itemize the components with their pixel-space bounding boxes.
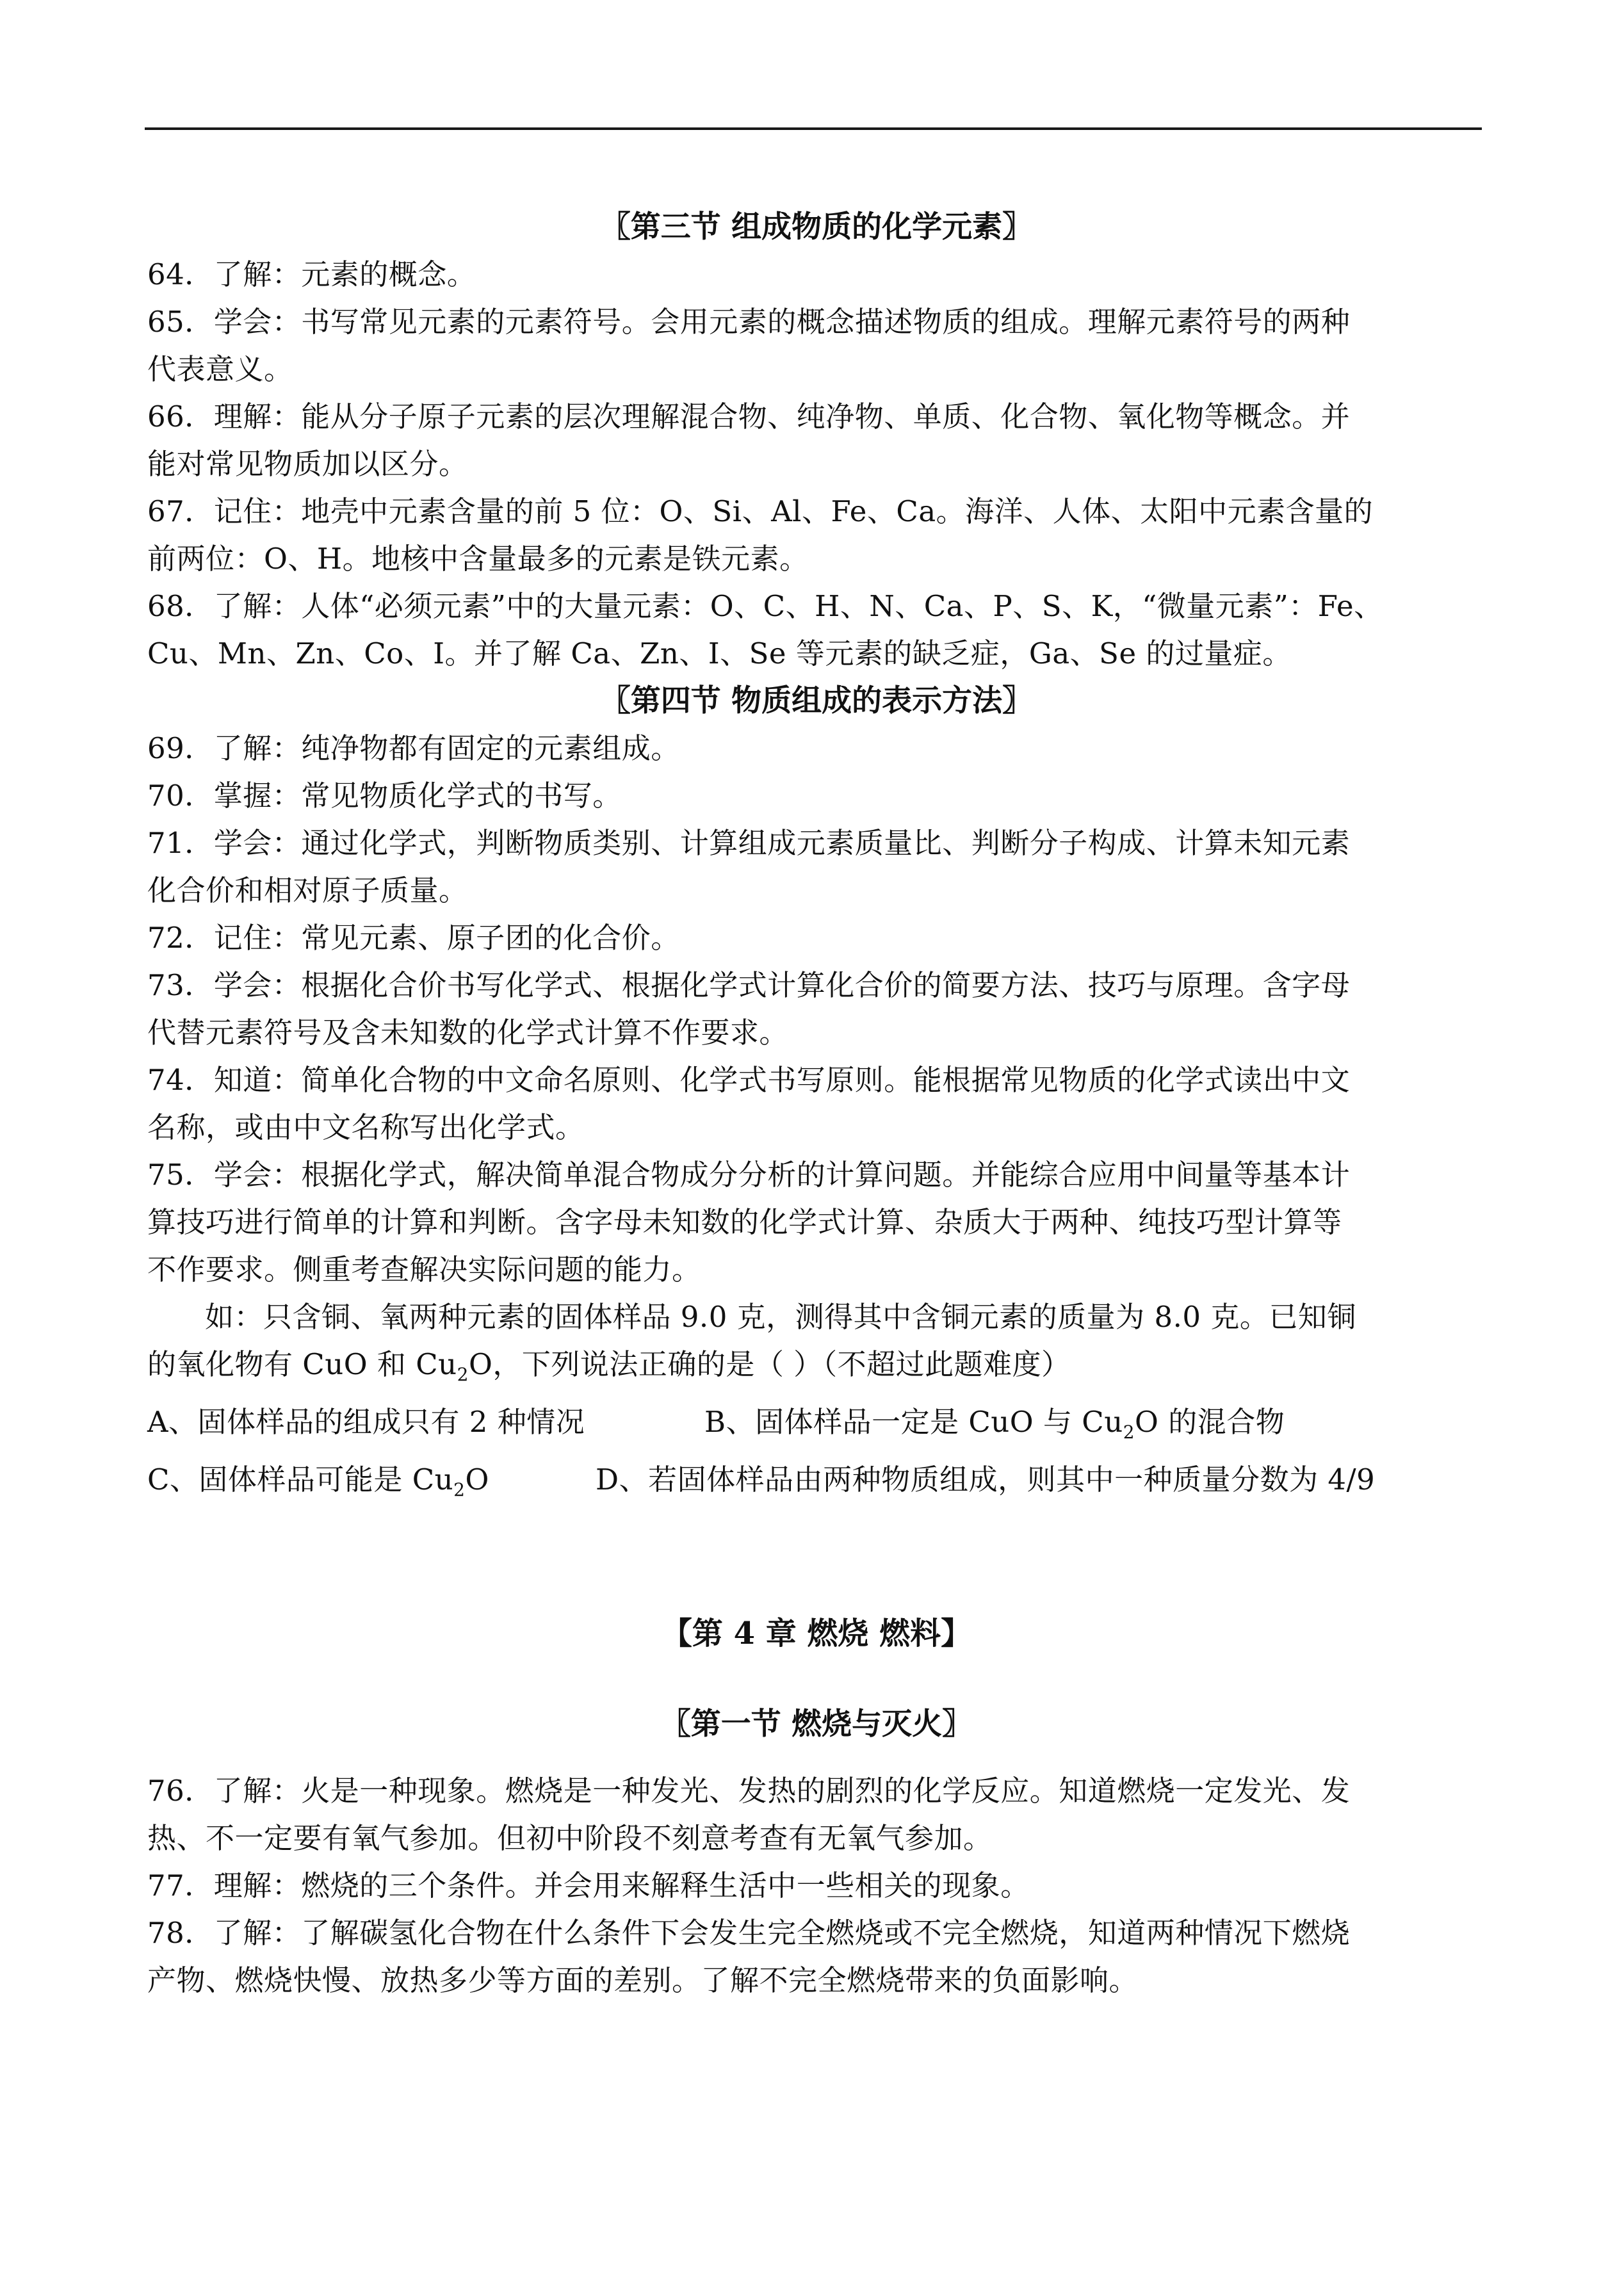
- item-66-cont: 能对常见物质加以区分。: [147, 447, 468, 481]
- item-75-cont2: 不作要求。侧重考查解决实际问题的能力。: [147, 1253, 701, 1286]
- item-72: 72．记住：常见元素、原子团的化合价。: [147, 921, 680, 955]
- item-68: 68．了解：人体“必须元素”中的大量元素：O、C、H、N、Ca、P、S、K，“微量元素”：Fe、: [147, 589, 1383, 623]
- option-row-cd: [147, 1456, 1486, 1514]
- item-78: 78．了解：了解碳氢化合物在什么条件下会发生完全燃烧或不完全燃烧，知道两种情况下燃烧: [147, 1916, 1351, 1950]
- option-a: A、固体样品的组成只有 2 种情况: [147, 1405, 585, 1439]
- section-title: 〖第四节 物质组成的表示方法〗: [600, 683, 1033, 718]
- item-73-cont: 代替元素符号及含未知数的化学式计算不作要求。: [147, 1016, 789, 1050]
- item-71: 71．学会：通过化学式，判断物质类别、计算组成元素质量比、判断分子构成、计算未知元素: [147, 826, 1351, 860]
- item-74: 74．知道：简单化合物的中文命名原则、化学式书写原则。能根据常见物质的化学式读出中文: [147, 1063, 1351, 1097]
- subscript: 2: [453, 1479, 466, 1500]
- item-71-cont: 化合价和相对原子质量。: [147, 873, 468, 907]
- item-66: 66．理解：能从分子原子元素的层次理解混合物、纯净物、单质、化合物、氧化物等概念。并: [147, 400, 1351, 434]
- option-c-a: C、固体样品可能是 Cu: [147, 1463, 454, 1496]
- item-64: 64．了解：元素的概念。: [147, 257, 476, 291]
- item-69: 69．了解：纯净物都有固定的元素组成。: [147, 731, 680, 765]
- option-c: [147, 1456, 596, 1514]
- item-67: 67．记住：地壳中元素含量的前 5 位：O、Si、Al、Fe、Ca。海洋、人体、太阳中元素含量的: [147, 494, 1374, 528]
- chapter-title: 【第 4 章 燃烧 燃料】: [661, 1616, 972, 1651]
- option-b-a: B、固体样品一定是 CuO 与 Cu: [704, 1405, 1123, 1439]
- example-line-2-a: 的氧化物有 CuO 和 Cu: [147, 1347, 457, 1381]
- item-73: 73．学会：根据化合价书写化学式、根据化学式计算化合价的简要方法、技巧与原理。含字母: [147, 968, 1351, 1002]
- item-67-cont: 前两位：O、H。地核中含量最多的元素是铁元素。: [147, 542, 809, 576]
- header-rule: [145, 127, 1482, 130]
- item-76-cont: 热、不一定要有氧气参加。但初中阶段不刻意考查有无氧气参加。: [147, 1821, 993, 1855]
- item-75-cont: 算技巧进行简单的计算和判断。含字母未知数的化学式计算、杂质大于两种、纯技巧型计算等: [147, 1205, 1342, 1239]
- item-65: 65．学会：书写常见元素的元素符号。会用元素的概念描述物质的组成。理解元素符号的两种: [147, 305, 1351, 339]
- option-d: D、若固体样品由两种物质组成，则其中一种质量分数为 4/9: [596, 1463, 1376, 1496]
- option-row-ab: [147, 1399, 1486, 1456]
- section-title: 〖第一节 燃烧与灭火〗: [660, 1707, 973, 1742]
- section-title: 〖第三节 组成物质的化学元素〗: [600, 209, 1033, 245]
- item-76: 76．了解：火是一种现象。燃烧是一种发光、发热的剧烈的化学反应。知道燃烧一定发光、发: [147, 1774, 1351, 1808]
- option-b: [704, 1399, 1285, 1456]
- spacer: [147, 1657, 1486, 1701]
- item-77: 77．理解：燃烧的三个条件。并会用来解释生活中一些相关的现象。: [147, 1869, 1030, 1902]
- option-b-b: O 的混合物: [1135, 1405, 1285, 1439]
- item-65-cont: 代表意义。: [147, 352, 293, 386]
- item-75: 75．学会：根据化学式，解决简单混合物成分分析的计算问题。并能综合应用中间量等基本计: [147, 1158, 1351, 1192]
- example-line-2: [147, 1341, 1486, 1399]
- spacer: [147, 1748, 1486, 1767]
- option-c-b: O: [465, 1463, 489, 1496]
- item-74-cont: 名称，或由中文名称写出化学式。: [147, 1110, 585, 1144]
- subscript: 2: [457, 1364, 469, 1385]
- item-70: 70．掌握：常见物质化学式的书写。: [147, 779, 622, 813]
- document-body: [147, 204, 1486, 2004]
- example-line-1: 如：只含铜、氧两种元素的固体样品 9.0 克，测得其中含铜元素的质量为 8.0 克。已知铜: [205, 1300, 1356, 1334]
- spacer: [147, 1514, 1486, 1610]
- item-68-cont: Cu、Mn、Zn、Co、I。并了解 Ca、Zn、I、Se 等元素的缺乏症，Ga、Se 的过量症。: [147, 637, 1292, 670]
- item-78-cont: 产物、燃烧快慢、放热多少等方面的差别。了解不完全燃烧带来的负面影响。: [147, 1963, 1139, 1997]
- subscript: 2: [1123, 1422, 1135, 1443]
- example-line-2-b: O，下列说法正确的是（ ）（不超过此题难度）: [468, 1347, 1071, 1381]
